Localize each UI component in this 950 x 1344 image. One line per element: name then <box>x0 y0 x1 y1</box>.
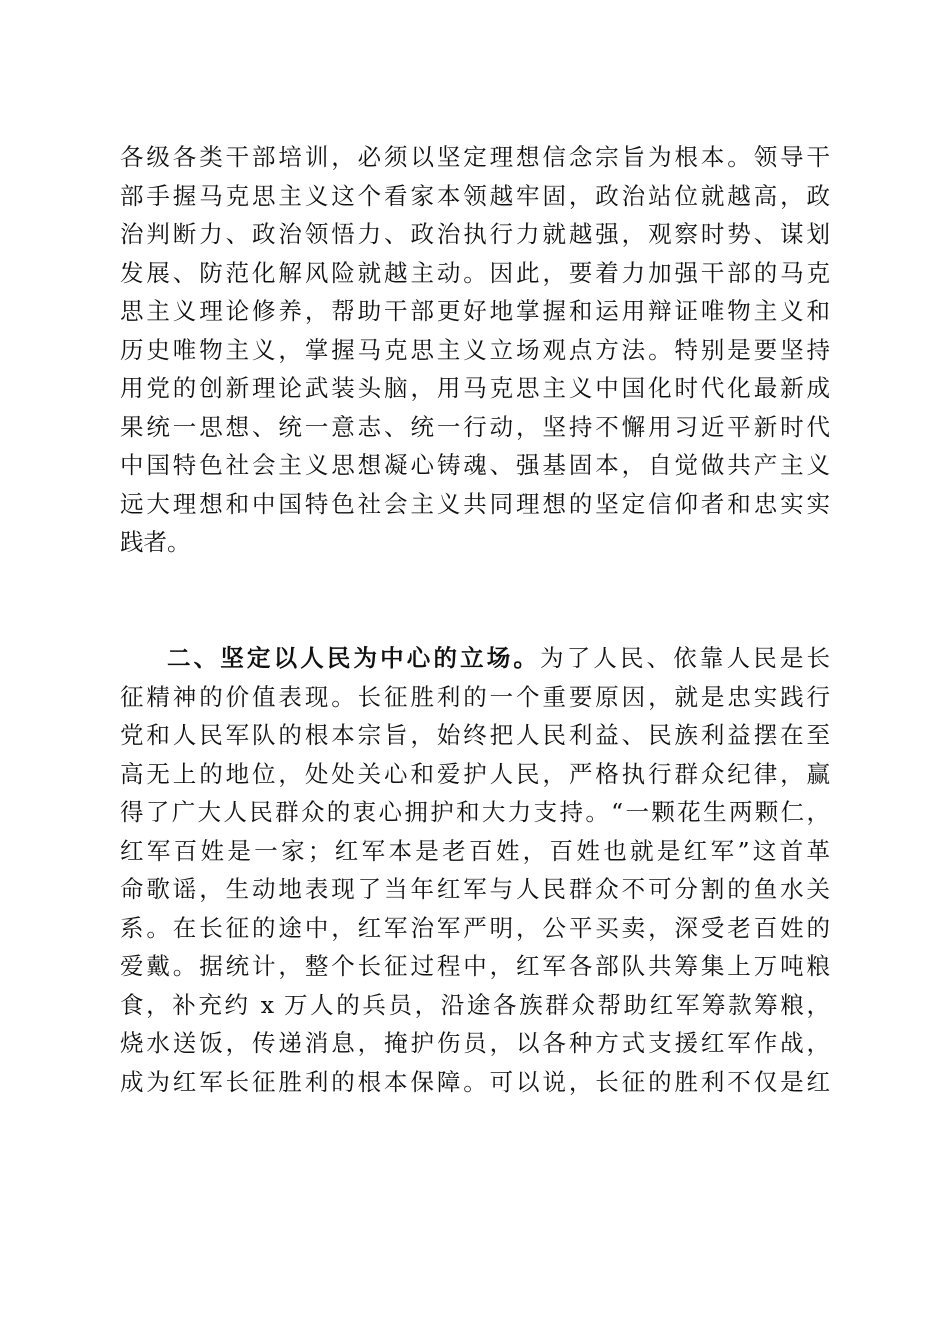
section-first-line <box>120 639 830 678</box>
text-line: 中国特色社会主义思想凝心铸魂、强基固本，自觉做共产主义 <box>120 451 830 479</box>
text-line: 系。在长征的途中，红军治军严明，公平买卖，深受老百姓的 <box>120 913 830 942</box>
text-line: 发展、防范化解风险就越主动。因此，要着力加强干部的马克 <box>120 258 830 287</box>
text-line: 历史唯物主义，掌握马克思主义立场观点方法。特别是要坚持 <box>120 335 830 364</box>
text-line: 高无上的地位，处处关心和爱护人民，严格执行群众纪律，赢 <box>120 759 830 788</box>
text-line: 各级各类干部培训，必须以坚定理想信念宗旨为根本。领导干 <box>120 143 830 171</box>
text-line: 践者。 <box>120 528 191 556</box>
text-run: 为了人民、依靠人民是长 <box>540 644 831 672</box>
text-line: 命歌谣，生动地表现了当年红军与人民群众不可分割的鱼水关 <box>120 875 830 903</box>
text-line: 爱戴。据统计，整个长征过程中，红军各部队共筹集上万吨粮 <box>120 952 830 980</box>
text-line: 党和人民军队的根本宗旨，始终把人民利益、民族利益摆在至 <box>120 721 830 749</box>
text-line: 烧水送饭，传递消息，掩护伤员，以各种方式支援红军作战， <box>120 1029 830 1057</box>
text-line: 成为红军长征胜利的根本保障。可以说，长征的胜利不仅是红 <box>120 1067 830 1096</box>
text-line: 思主义理论修养，帮助干部更好地掌握和运用辩证唯物主义和 <box>120 297 830 325</box>
text-line: 治判断力、政治领悟力、政治执行力就越强，观察时势、谋划 <box>120 220 830 248</box>
text-line: 用党的创新理论武装头脑，用马克思主义中国化时代化最新成 <box>120 374 830 402</box>
paragraph-theory <box>120 138 830 562</box>
text-line: 红军百姓是一家；红军本是老百姓，百姓也就是红军”这首革 <box>120 836 830 865</box>
text-line: 远大理想和中国特色社会主义共同理想的坚定信仰者和忠实实 <box>120 489 830 518</box>
text-line: 部手握马克思主义这个看家本领越牢固，政治站位就越高，政 <box>120 181 830 210</box>
paragraph-people-centered <box>120 639 830 1101</box>
text-line: 食，补充约 x 万人的兵员，沿途各族群众帮助红军筹款筹粮， <box>120 990 830 1019</box>
section-heading: 二、坚定以人民为中心的立场。 <box>167 644 541 672</box>
text-line: 果统一思想、统一意志、统一行动，坚持不懈用习近平新时代 <box>120 412 830 441</box>
text-line: 得了广大人民群众的衷心拥护和大力支持。“一颗花生两颗仁， <box>120 798 830 826</box>
text-line: 征精神的价值表现。长征胜利的一个重要原因，就是忠实践行 <box>120 682 830 711</box>
